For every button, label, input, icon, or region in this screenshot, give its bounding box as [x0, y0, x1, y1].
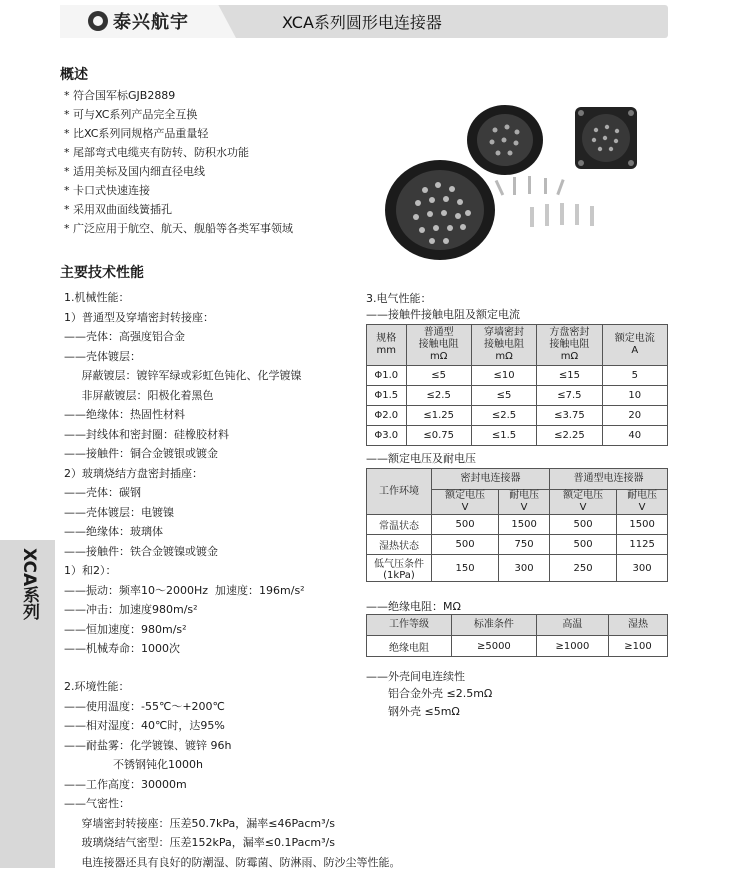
spec-line: 穿墙密封转接座：压差50.7kPa，漏率≤46Pacm³/s — [64, 814, 400, 834]
spec-line: ——绝缘体：热固性材料 — [64, 405, 305, 425]
spec-line: ——绝缘体：玻璃体 — [64, 522, 305, 542]
spec-line: ——耐盐雾：化学镀镍、镀锌 96h — [64, 736, 400, 756]
spec-line: 非屏蔽镀层：阳极化着黑色 — [64, 386, 305, 406]
table-cell: 40 — [602, 426, 667, 446]
brand-logo-icon — [88, 11, 108, 31]
overview-item: * 卡口式快速连接 — [64, 181, 293, 200]
insulation-header: 湿热 — [608, 615, 667, 636]
brand-name: 泰兴航宇 — [113, 8, 189, 34]
spec-line: 2）玻璃烧结方盘密封插座： — [64, 464, 305, 484]
insulation-table — [366, 614, 668, 657]
specs-title: 主要技术性能 — [60, 262, 144, 282]
voltage-sub-header: 额定电压 V — [549, 490, 616, 515]
table-cell: Φ2.0 — [367, 406, 407, 426]
spec-line: ——接触件：铁合金镀镍或镀金 — [64, 542, 305, 562]
table-cell: 1500 — [617, 515, 668, 535]
insulation-caption: ——绝缘电阻：MΩ — [366, 598, 461, 614]
spec-line: 电连接器还具有良好的防潮湿、防霉菌、防淋雨、防沙尘等性能。 — [64, 853, 400, 872]
table-cell: ≥1000 — [536, 636, 608, 657]
table-cell: 绝缘电阻 — [367, 636, 452, 657]
spec-line: 玻璃烧结气密型：压差152kPa，漏率≤0.1Pacm³/s — [64, 833, 400, 853]
table-cell: 20 — [602, 406, 667, 426]
spec-line: ——壳体镀层：电镀镍 — [64, 503, 305, 523]
table-cell: 5 — [602, 366, 667, 386]
table-row — [367, 366, 668, 386]
table-cell: ≤3.75 — [537, 406, 602, 426]
voltage-head-sealed: 密封电连接器 — [432, 469, 550, 490]
table-cell: 300 — [617, 555, 668, 582]
table-cell: ≤10 — [471, 366, 536, 386]
table-cell: ≤2.5 — [406, 386, 471, 406]
spec-line: ——封线体和密封圈：硅橡胶材料 — [64, 425, 305, 445]
resistance-caption: ——接触件接触电阻及额定电流 — [366, 306, 520, 322]
insulation-header: 高温 — [536, 615, 608, 636]
voltage-sub-header: 耐电压 V — [499, 490, 550, 515]
spec-line: ——相对湿度：40℃时，达95% — [64, 716, 400, 736]
spec-line: 屏蔽镀层：镀锌军绿或彩虹色钝化、化学镀镍 — [64, 366, 305, 386]
table-cell: ≥100 — [608, 636, 667, 657]
shell-line-steel: 钢外壳 ≤5mΩ — [388, 703, 460, 719]
table-cell: 500 — [549, 515, 616, 535]
overview-item: * 广泛应用于航空、航天、舰船等各类军事领域 — [64, 219, 293, 238]
table-cell: 500 — [432, 515, 499, 535]
spec-line: ——使用温度：-55℃～+200℃ — [64, 697, 400, 717]
spec-line: ——气密性： — [64, 794, 400, 814]
spec-line: ——冲击：加速度980m/s² — [64, 600, 305, 620]
overview-item: * 适用美标及国内细直径电线 — [64, 162, 293, 181]
table-cell: ≤1.25 — [406, 406, 471, 426]
table-cell: 500 — [432, 535, 499, 555]
table-cell: ≥5000 — [451, 636, 536, 657]
overview-item: * 符合国军标GJB2889 — [64, 86, 293, 105]
overview-item: * 可与XC系列产品完全互换 — [64, 105, 293, 124]
table-cell: 300 — [499, 555, 550, 582]
table-row — [367, 426, 668, 446]
resistance-header: 额定电流 A — [602, 325, 667, 366]
mechanical-specs — [64, 288, 305, 659]
voltage-caption: ——额定电压及耐电压 — [366, 450, 476, 466]
table-cell: ≤7.5 — [537, 386, 602, 406]
table-cell: 500 — [549, 535, 616, 555]
spec-line: 1.机械性能： — [64, 288, 305, 308]
table-cell: Φ1.0 — [367, 366, 407, 386]
spec-line: 1）和2）： — [64, 561, 305, 581]
table-cell: 1125 — [617, 535, 668, 555]
table-cell: ≤2.5 — [471, 406, 536, 426]
spec-line: ——壳体：碳钢 — [64, 483, 305, 503]
electrical-title: 3.电气性能： — [366, 290, 432, 306]
table-cell: ≤5 — [471, 386, 536, 406]
table-cell: 750 — [499, 535, 550, 555]
table-cell: ≤1.5 — [471, 426, 536, 446]
table-cell: ≤5 — [406, 366, 471, 386]
voltage-sub-header: 耐电压 V — [617, 490, 668, 515]
overview-item: * 采用双曲面线簧插孔 — [64, 200, 293, 219]
page-title: XCA系列圆形电连接器 — [282, 10, 442, 33]
table-cell: 常温状态 — [367, 515, 432, 535]
insulation-header: 工作等级 — [367, 615, 452, 636]
table-cell: Φ3.0 — [367, 426, 407, 446]
resistance-header: 方盘密封 接触电阻 mΩ — [537, 325, 602, 366]
overview-item: * 尾部弯式电缆夹有防转、防积水功能 — [64, 143, 293, 162]
overview-item: * 比XC系列同规格产品重量轻 — [64, 124, 293, 143]
product-photo — [380, 85, 650, 290]
table-cell: ≤0.75 — [406, 426, 471, 446]
table-cell: 10 — [602, 386, 667, 406]
table-cell: 250 — [549, 555, 616, 582]
shell-caption: ——外壳间电连续性 — [366, 668, 465, 684]
spec-line: ——恒加速度：980m/s² — [64, 620, 305, 640]
contact-resistance-table — [366, 324, 668, 446]
resistance-header: 普通型 接触电阻 mΩ — [406, 325, 471, 366]
resistance-header: 规格 mm — [367, 325, 407, 366]
table-row — [367, 386, 668, 406]
spec-line: ——工作高度：30000m — [64, 775, 400, 795]
voltage-sub-header: 额定电压 V — [432, 490, 499, 515]
table-cell: Φ1.5 — [367, 386, 407, 406]
overview-list — [64, 86, 293, 238]
table-row — [367, 535, 668, 555]
insulation-header: 标准条件 — [451, 615, 536, 636]
table-cell: 150 — [432, 555, 499, 582]
side-tab-label: XCA系列 — [17, 548, 42, 620]
table-cell: 低气压条件 (1kPa) — [367, 555, 432, 582]
spec-line: ——壳体镀层： — [64, 347, 305, 367]
table-row — [367, 515, 668, 535]
overview-title: 概述 — [60, 64, 88, 84]
spec-line: 不锈钢钝化1000h — [64, 755, 400, 775]
spec-line: 2.环境性能： — [64, 677, 400, 697]
spec-line: ——振动：频率10～2000Hz 加速度：196m/s² — [64, 581, 305, 601]
spec-line: ——机械寿命：1000次 — [64, 639, 305, 659]
table-cell: 1500 — [499, 515, 550, 535]
table-row — [367, 555, 668, 582]
voltage-table — [366, 468, 668, 582]
voltage-head-normal: 普通型电连接器 — [549, 469, 667, 490]
shell-line-aluminum: 铝合金外壳 ≤2.5mΩ — [388, 685, 492, 701]
spec-line: ——接触件：铜合金镀银或镀金 — [64, 444, 305, 464]
environmental-specs — [64, 677, 400, 872]
table-cell: ≤2.25 — [537, 426, 602, 446]
table-cell: ≤15 — [537, 366, 602, 386]
table-cell: 湿热状态 — [367, 535, 432, 555]
resistance-header: 穿墙密封 接触电阻 mΩ — [471, 325, 536, 366]
spec-line: ——壳体：高强度铝合金 — [64, 327, 305, 347]
table-row — [367, 406, 668, 426]
spec-line: 1）普通型及穿墙密封转接座： — [64, 308, 305, 328]
voltage-head-env: 工作环境 — [367, 469, 432, 515]
